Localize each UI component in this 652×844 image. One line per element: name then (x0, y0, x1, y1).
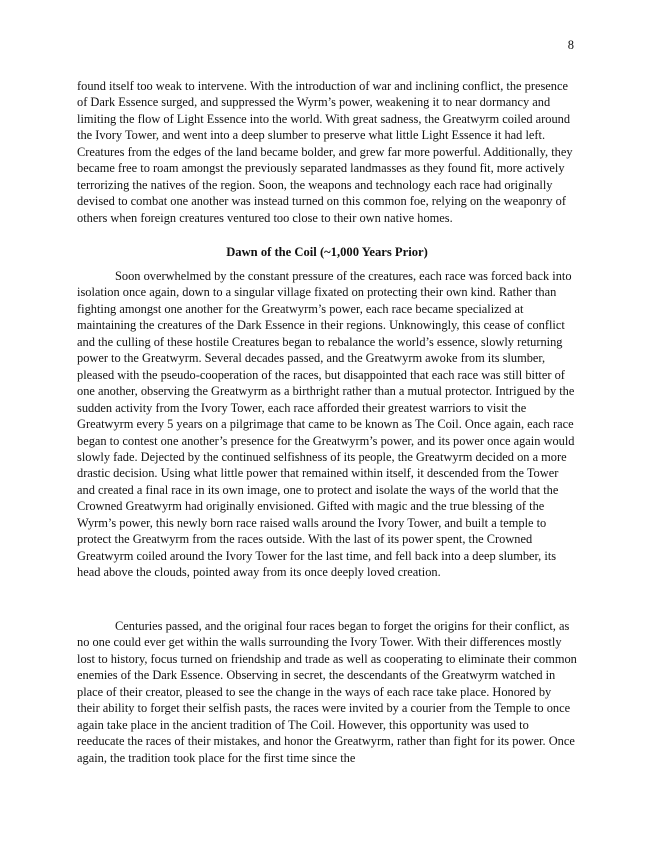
section-heading: Dawn of the Coil (~1,000 Years Prior) (226, 245, 428, 259)
paragraph-centuries-passed: Centuries passed, and the original four races began to forget the origins for their conflict, as no one could ever get within the walls surrounding the Ivory Tower. With their differences mostly lost to history, focus turned on friendship and trade as well as cooperating to eliminate their common enemies of the Dark Essence. Observing in secret, the descendants of the Greatwyrm watched in place of their creator, pleased to see the change in the ways of each race take place. Honored by their ability to forget their selfish pasts, the races were invited by a courier from the Temple to once again take place in the ancient tradition of The Coil. However, this opportunity was used to reeducate the races of their mistakes, and honor the Greatwyrm, rather than fight for its power. Once again, the tradition took place for the first time since the (77, 619, 577, 765)
paragraph-continuation: found itself too weak to intervene. With the introduction of war and inclining conflict, the presence of Dark Essence surged, and suppressed the Wyrm’s power, weakening it to near dormancy and limiting the flow of Light Essence into the world. With great sadness, the Greatwyrm coiled around the Ivory Tower, and went into a deep slumber to preserve what little Light Essence it had left. Creatures from the edges of the land became bolder, and grew far more powerful. Additionally, they became free to roam amongst the previously separated landmasses as they found fit, more actively terrorizing the natives of the region. Soon, the weapons and technology each race had originally devised to combat one another was instead turned on this common foe, relying on the weaponry of others when foreign creatures ventured too close to their own native homes. (77, 79, 573, 225)
paragraph-dawn-of-the-coil: Soon overwhelmed by the constant pressure of the creatures, each race was forced back into isolation once again, down to a singular village fixated on protecting their own kind. Rather than fighting amongst one another for the Greatwyrm’s power, each race became specialized at maintaining the creatures of the Dark Essence in their regions. Unknowingly, this cease of conflict and the culling of these hostile Creatures began to rebalance the world’s essence, slowly returning power to the Greatwyrm. Several decades passed, and the Greatwyrm awoke from its slumber, pleased with the pseudo-cooperation of the races, but disappointed that each race was still bitter of one another, observing the Greatwyrm as a birthright rather than a mutual protector. Intrigued by the sudden activity from the Ivory Tower, each race afforded their greatest warriors to visit the Greatwyrm every 5 years on a pilgrimage that came to be known as The Coil. Once again, each race began to contest one another’s presence for the Greatwyrm’s power, and its power once again would slowly fade. Dejected by the continued selfishness of its people, the Greatwyrm decided on a more drastic decision. Using what little power that remained within itself, it descended from the Tower and created a final race in its own image, one to protect and isolate the ways of the world that the Crowned Greatwyrm had originally envisioned. Gifted with magic and the true blessing of the Wyrm’s power, this newly born race raised walls around the Ivory Tower, and built a temple to protect the Greatwyrm from the races outside. With the last of its power spent, the Crowned Greatwyrm coiled around the Ivory Tower for the last time, and fell back into a deep slumber, its head above the clouds, pointed away from its once deeply loved creation. (77, 269, 575, 580)
paragraph-1-container (77, 78, 577, 226)
page-number: 8 (567, 38, 574, 52)
paragraph-2-container (77, 268, 577, 581)
paragraph-3-container (77, 618, 577, 766)
